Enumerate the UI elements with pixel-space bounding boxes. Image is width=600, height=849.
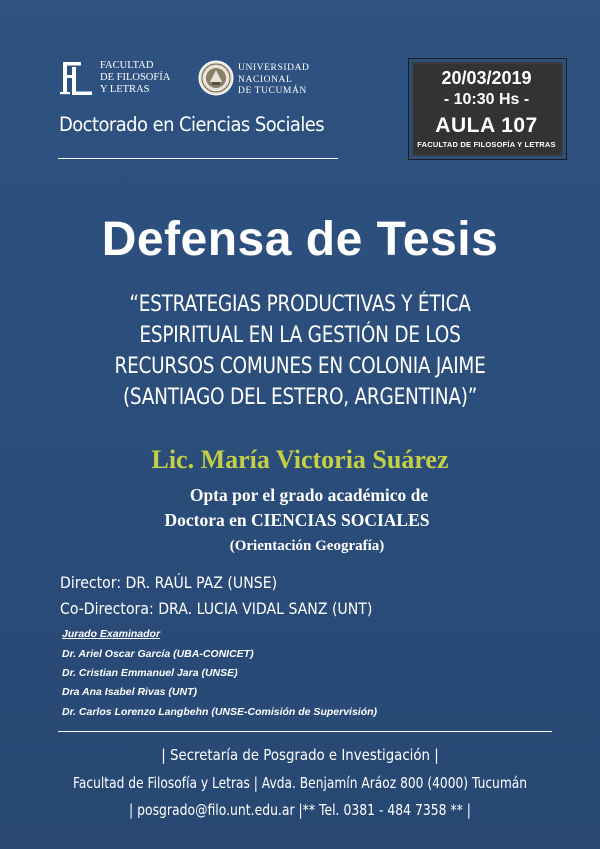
- thesis-title: [48, 289, 552, 413]
- university-seal-icon: [198, 60, 234, 96]
- jury-member: Dr. Cristian Emmanuel Jara (UNSE): [62, 667, 238, 679]
- thesis-title-line: ESPIRITUAL EN LA GESTIÓN DE LOS: [139, 323, 461, 348]
- degree-orientation: (Orientación Geografía): [229, 538, 385, 554]
- co-director: Co-Directora: DRA. LUCIA VIDAL SANZ (UNT): [60, 599, 373, 618]
- candidate-name: Lic. María Victoria Suárez: [151, 445, 449, 474]
- degree-name: Doctora en CIENCIAS SOCIALES: [164, 510, 430, 530]
- thesis-title-line: (SANTIAGO DEL ESTERO, ARGENTINA)”: [122, 385, 478, 410]
- jury-title: Jurado Examinador: [62, 628, 161, 640]
- page-title: Defensa de Tesis: [101, 213, 499, 266]
- faculty-logo: [60, 58, 178, 100]
- degree-line: Opta por el grado académico de: [189, 485, 429, 505]
- event-time: - 10:30 Hs -: [443, 91, 530, 108]
- director: Director: DR. RAÚL PAZ (UNSE): [60, 573, 278, 592]
- event-date: 20/03/2019: [441, 68, 532, 88]
- ffyl-monogram-icon: [60, 58, 98, 98]
- thesis-title-line: “ESTRATEGIAS PRODUCTIVAS Y ÉTICA: [129, 292, 471, 317]
- university-logo-line: UNIVERSIDAD: [238, 63, 310, 73]
- event-room: AULA 107: [435, 114, 538, 137]
- footer-divider: [58, 731, 552, 732]
- header-divider: [58, 158, 338, 159]
- faculty-logo-line: DE FILOSOFÍA: [100, 72, 171, 83]
- university-logo: [198, 58, 318, 100]
- university-logo-line: NACIONAL: [238, 74, 293, 85]
- jury-member: Dr. Ariel Oscar García (UBA-CONICET): [62, 648, 254, 660]
- jury-member: Dra Ana Isabel Rivas (UNT): [62, 686, 197, 698]
- university-logo-line: DE TUCUMÁN: [238, 86, 307, 96]
- thesis-title-line: RECURSOS COMUNES EN COLONIA JAIME: [114, 354, 486, 379]
- faculty-logo-line: Y LETRAS: [100, 84, 150, 95]
- footer-contact: | posgrado@filo.unt.edu.ar |** Tel. 0381 - 484 7358 ** |: [129, 801, 471, 819]
- jury-member: Dr. Carlos Lorenzo Langbehn (UNSE-Comisión de Supervisión): [62, 706, 378, 718]
- faculty-logo-line: FACULTAD: [100, 60, 154, 71]
- event-venue: FACULTAD DE FILOSOFÍA Y LETRAS: [417, 140, 556, 149]
- footer-secretaria: | Secretaría de Posgrado e Investigación |: [161, 746, 439, 764]
- footer-address: Facultad de Filosofía y Letras | Avda. Benjamín Aráoz 800 (4000) Tucumán: [72, 774, 528, 792]
- program-name: Doctorado en Ciencias Sociales: [59, 113, 325, 136]
